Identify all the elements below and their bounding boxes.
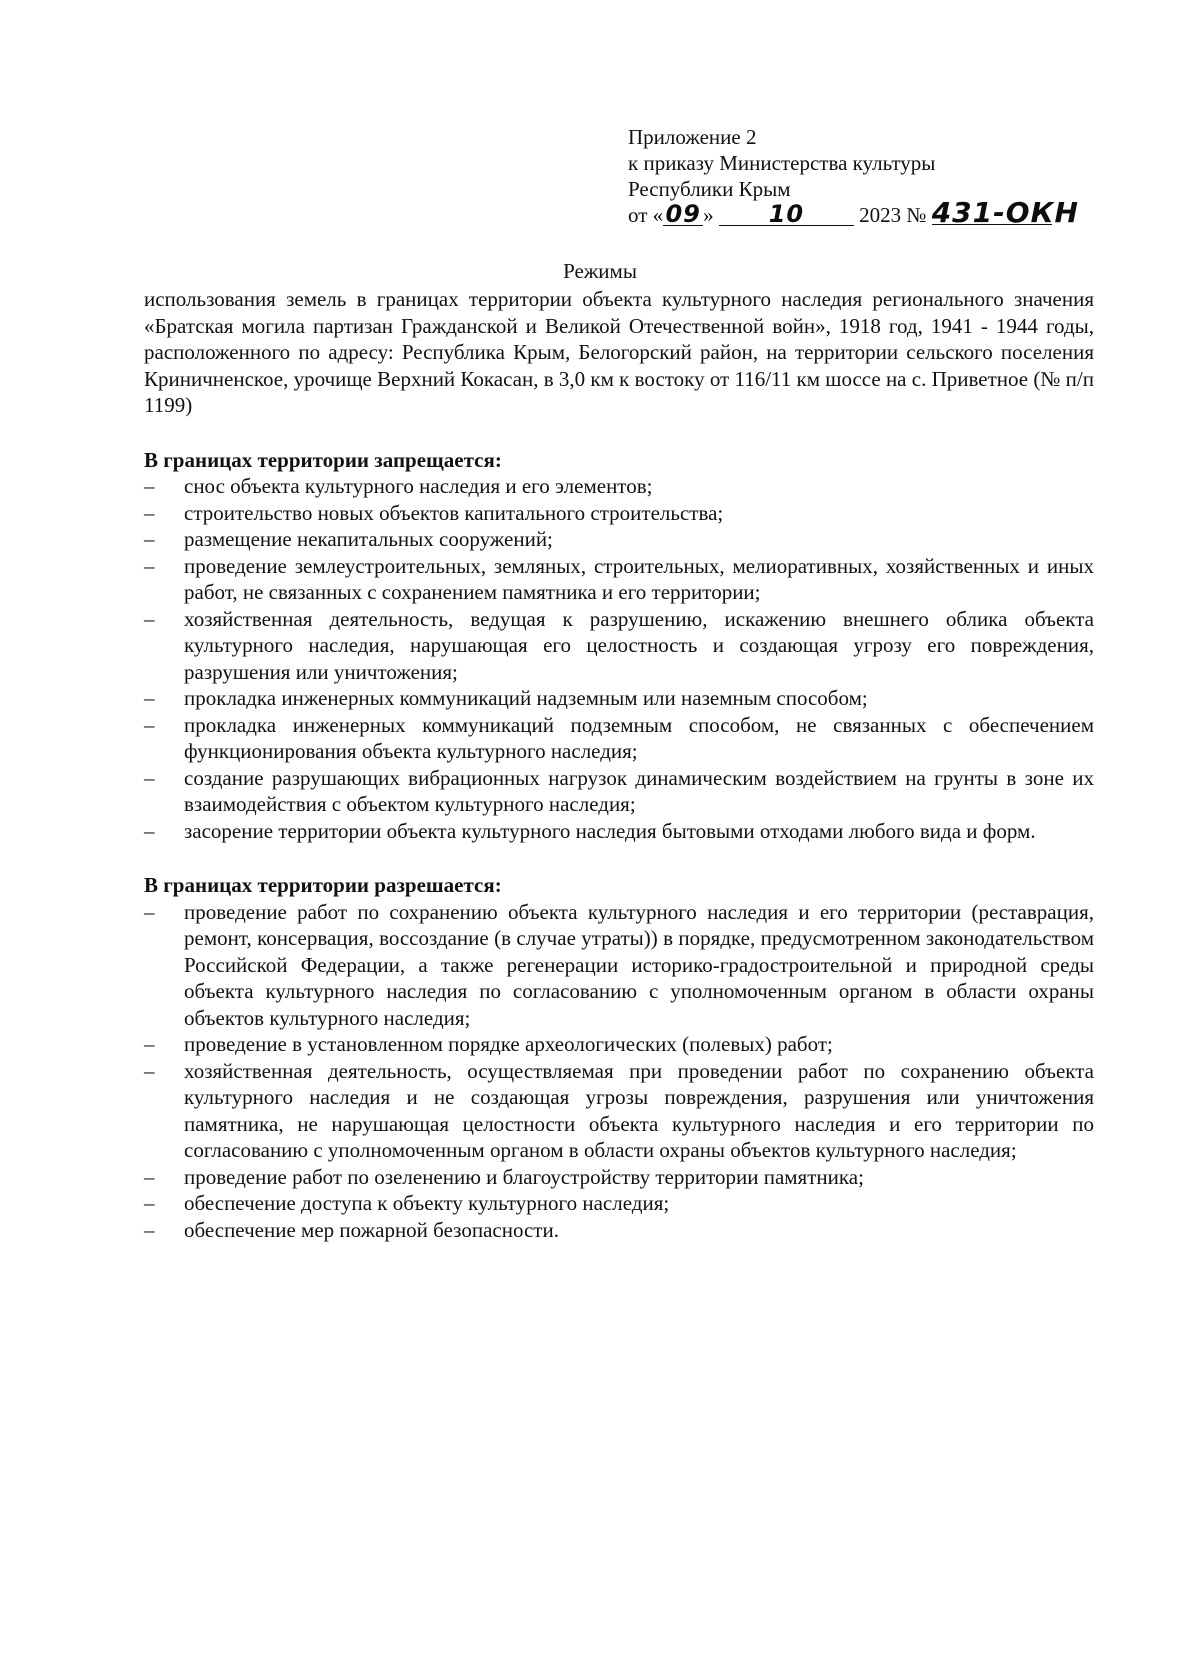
document-title: Режимы [563,259,637,283]
dash-bullet: – [144,712,155,737]
list-item-text: проведение землеустроительных, земляных, строительных, мелиоративных, хозяйственных и иных работ, не связанных с сохранением памятника и его территории; [184,553,1094,604]
order-number: 431-ОКН [931,196,1079,229]
list-item-text: строительство новых объектов капитального строительства; [184,500,724,525]
dash-bullet: – [144,686,155,710]
dash-bullet: – [144,1058,155,1083]
list-item-text: снос объекта культурного наследия и его элементов; [184,474,653,498]
list-item [144,685,1094,712]
appendix-line-1: Приложение 2 [628,125,757,149]
appendix-line-3: Республики Крым [628,177,791,201]
appendix-header [628,124,1108,228]
appendix-line-2: к приказу Министерства культуры [628,151,936,175]
intro-paragraph: использования земель в границах территории объекта культурного наследия регионального значения «Братская могила партизан Гражданской и Великой Отечественной войн», 1918 год, 1941 - 1944 годы, расположенного по адресу: Республика Крым, Белогорский район, на территории сельского поселения Криничненское, урочище Верхний Кокасан, в 3,0 км к востоку от 116/11 км шоссе на с. Приветное (№ п/п 1199) [144,287,1094,417]
list-item-text: проведение работ по сохранению объекта культурного наследия и его территории (реставрация, ремонт, консервация, воссоздание (в случае утраты)) в порядке, предусмотренном законодательством Российской Федерации, а также регенерации историко-градостроительной и природной среды объекта культурного наследия по согласованию с уполномоченным органом в области охраны объектов культурного наследия; [184,899,1094,1030]
prohibited-list [144,473,1094,844]
allowed-list [144,899,1094,1244]
list-item-text: создание разрушающих вибрационных нагрузок динамическим воздействием на грунты в зоне их взаимодействия с объектом культурного наследия; [184,765,1094,816]
dash-bullet: – [144,765,155,790]
prohibited-heading: В границах территории запрещается: [144,447,502,472]
list-item [144,1217,1094,1244]
list-item-text: хозяйственная деятельность, ведущая к разрушению, искажению внешнего облика объекта культурного наследия, нарушающая его целостность и создающая угрозу его повреждения, разрушения или уничтожения; [184,606,1094,684]
date-year: 2023 № [859,203,927,227]
date-prefix: от « [628,203,664,227]
list-item [144,818,1094,845]
dash-bullet: – [144,1164,155,1189]
dash-bullet: – [144,1032,155,1056]
allowed-heading: В границах территории разрешается: [144,873,502,897]
date-mid: » [703,203,714,227]
dash-bullet: – [144,899,155,924]
list-item [144,500,1094,527]
list-item [144,1058,1094,1164]
list-item [144,1164,1094,1191]
date-day: 09 [663,203,703,226]
list-item-text: проведение работ по озеленению и благоустройству территории памятника; [184,1164,864,1189]
list-item-text: обеспечение доступа к объекту культурного наследия; [184,1191,670,1215]
list-item [144,606,1094,686]
dash-bullet: – [144,500,155,525]
dash-bullet: – [144,606,155,631]
list-item [144,473,1094,500]
list-item [144,1190,1094,1217]
list-item [144,1031,1094,1058]
list-item [144,553,1094,606]
dash-bullet: – [144,474,155,498]
list-item-text: засорение территории объекта культурного наследия бытовыми отходами любого вида и форм. [184,818,1036,843]
dash-bullet: – [144,1217,155,1242]
date-month: 10 [719,203,854,226]
dash-bullet: – [144,818,155,843]
list-item [144,526,1094,553]
dash-bullet: – [144,553,155,578]
list-item-text: размещение некапитальных сооружений; [184,527,553,551]
list-item [144,712,1094,765]
appendix-date-line [628,196,1108,229]
list-item-text: хозяйственная деятельность, осуществляемая при проведении работ по сохранению объекта культурного наследия и не создающая угрозы повреждения, разрушения или уничтожения памятника, не нарушающая целостности объекта культурного наследия и его территории по согласованию с уполномоченным органом в области охраны объектов культурного наследия; [184,1058,1094,1162]
dash-bullet: – [144,1191,155,1215]
list-item-text: прокладка инженерных коммуникаций надземным или наземным способом; [184,686,868,710]
document-body [144,286,1094,1243]
list-item [144,765,1094,818]
list-item-text: обеспечение мер пожарной безопасности. [184,1217,559,1242]
list-item-text: прокладка инженерных коммуникаций подземным способом, не связанных с обеспечением функционирования объекта культурного наследия; [184,712,1094,763]
list-item [144,899,1094,1032]
list-item-text: проведение в установленном порядке археологических (полевых) работ; [184,1032,833,1056]
dash-bullet: – [144,527,155,551]
